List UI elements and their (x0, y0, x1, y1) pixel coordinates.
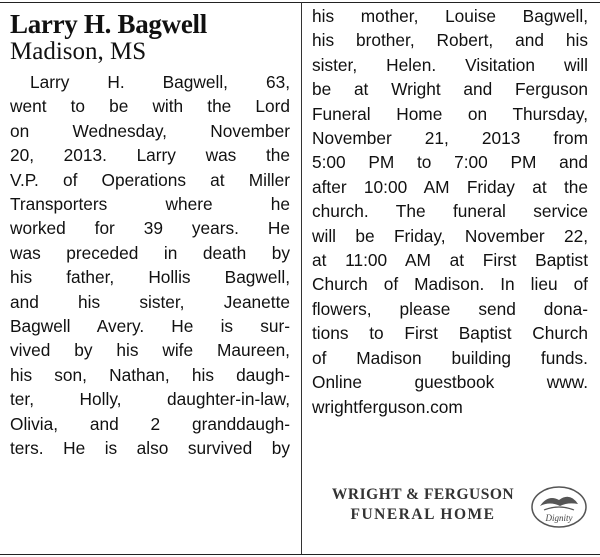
text-line: be at Wright and Ferguson (312, 79, 588, 100)
text-line: will be Friday, November 22, (312, 225, 588, 246)
text-line: V.P. of Operations at Miller (10, 169, 290, 190)
text-line: his brother, Robert, and his (312, 30, 588, 51)
text-line: tions to First Baptist Church (312, 323, 588, 344)
dignity-seal-icon (530, 484, 588, 530)
text-line: wrightferguson.com (312, 396, 463, 417)
text-line: 5:00 PM to 7:00 PM and (312, 152, 588, 173)
text-line: Bagwell Avery. He is sur- (10, 316, 290, 337)
text-line: 20, 2013. Larry was the (10, 145, 290, 166)
text-line: vived by his wife Maureen, (10, 340, 290, 361)
text-line: ter, Holly, daughter-in-law, (10, 389, 290, 410)
logo-line-1: WRIGHT & FERGUSON (331, 486, 515, 503)
obituary-name: Larry H. Bagwell (10, 9, 207, 39)
text-line: was preceded in death by (10, 242, 290, 263)
text-line: flowers, please send dona- (312, 298, 588, 319)
text-line: his mother, Louise Bagwell, (312, 6, 588, 26)
text-line: at 11:00 AM at First Baptist (312, 250, 588, 271)
text-line: worked for 39 years. He (10, 218, 290, 239)
left-column-text (10, 70, 290, 461)
text-line: after 10:00 AM Friday at the (312, 176, 588, 197)
text-line: his father, Hollis Bagwell, (10, 267, 290, 288)
text-line: November 21, 2013 from (312, 128, 588, 149)
funeral-home-logo (318, 484, 588, 532)
text-line: on Wednesday, November (10, 120, 290, 141)
text-line: and his sister, Jeanette (10, 291, 290, 312)
text-line: Larry H. Bagwell, 63, (30, 72, 290, 92)
top-rule (0, 2, 600, 3)
right-column-text (312, 4, 588, 419)
text-line: of Madison building funds. (312, 347, 588, 368)
text-line: Olivia, and 2 granddaugh- (10, 413, 290, 434)
text-line: Church of Madison. In lieu of (312, 274, 588, 295)
text-line: ters. He is also survived by (10, 438, 290, 459)
text-line: Funeral Home on Thursday, (312, 103, 588, 124)
seal-text: Dignity (545, 513, 573, 523)
text-line: his son, Nathan, his daugh- (10, 364, 290, 385)
text-line: went to be with the Lord (10, 96, 290, 117)
text-line: sister, Helen. Visitation will (312, 54, 588, 75)
text-line: church. The funeral service (312, 201, 588, 222)
text-line: Transporters where he (10, 194, 290, 215)
column-divider (301, 2, 302, 555)
text-line: Online guestbook www. (312, 372, 588, 393)
left-column (10, 4, 290, 461)
obituary-location: Madison, MS (10, 38, 147, 65)
logo-line-2: FUNERAL HOME (350, 506, 496, 523)
right-column (312, 4, 588, 419)
bottom-rule (0, 554, 600, 555)
